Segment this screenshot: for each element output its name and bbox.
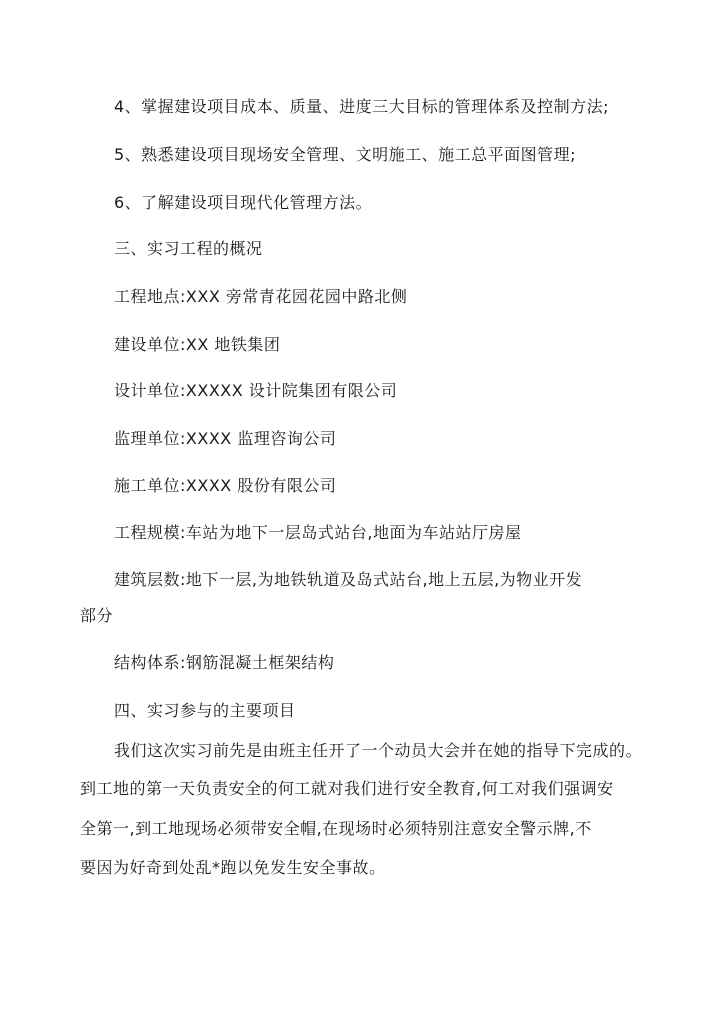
contractor-unit: 施工单位:XXXX 股份有限公司 — [114, 476, 337, 495]
section-heading-4: 四、实习参与的主要项目 — [114, 701, 296, 720]
paragraph-line: 要因为好奇到处乱*跑以免发生安全事故。 — [80, 858, 386, 877]
section-heading-3: 三、实习工程的概况 — [114, 239, 263, 258]
building-floors: 建筑层数:地下一层,为地铁轨道及岛式站台,地上五层,为物业开发 — [114, 570, 583, 589]
structure-system: 结构体系:钢筋混凝土框架结构 — [114, 653, 335, 672]
paragraph-line: 我们这次实习前先是由班主任开了一个动员大会并在她的指导下完成的。 — [114, 741, 643, 760]
project-location: 工程地点:XXX 旁常青花园花园中路北侧 — [114, 287, 408, 306]
project-scale: 工程规模:车站为地下一层岛式站台,地面为车站站厅房屋 — [114, 523, 522, 542]
list-item-6: 6、了解建设项目现代化管理方法。 — [114, 193, 373, 212]
design-unit: 设计单位:XXXXX 设计院集团有限公司 — [114, 381, 398, 400]
paragraph-line: 全第一,到工地现场必须带安全帽,在现场时必须特别注意安全警示牌,不 — [80, 819, 592, 838]
list-item-4: 4、掌握建设项目成本、质量、进度三大目标的管理体系及控制方法; — [114, 97, 610, 116]
supervision-unit: 监理单位:XXXX 监理咨询公司 — [114, 429, 337, 448]
paragraph-line: 到工地的第一天负责安全的何工就对我们进行安全教育,何工对我们强调安 — [80, 779, 614, 798]
list-item-5: 5、熟悉建设项目现场安全管理、文明施工、施工总平面图管理; — [114, 145, 577, 164]
construction-unit: 建设单位:XX 地铁集团 — [114, 335, 281, 354]
building-floors-continued: 部分 — [80, 606, 114, 625]
